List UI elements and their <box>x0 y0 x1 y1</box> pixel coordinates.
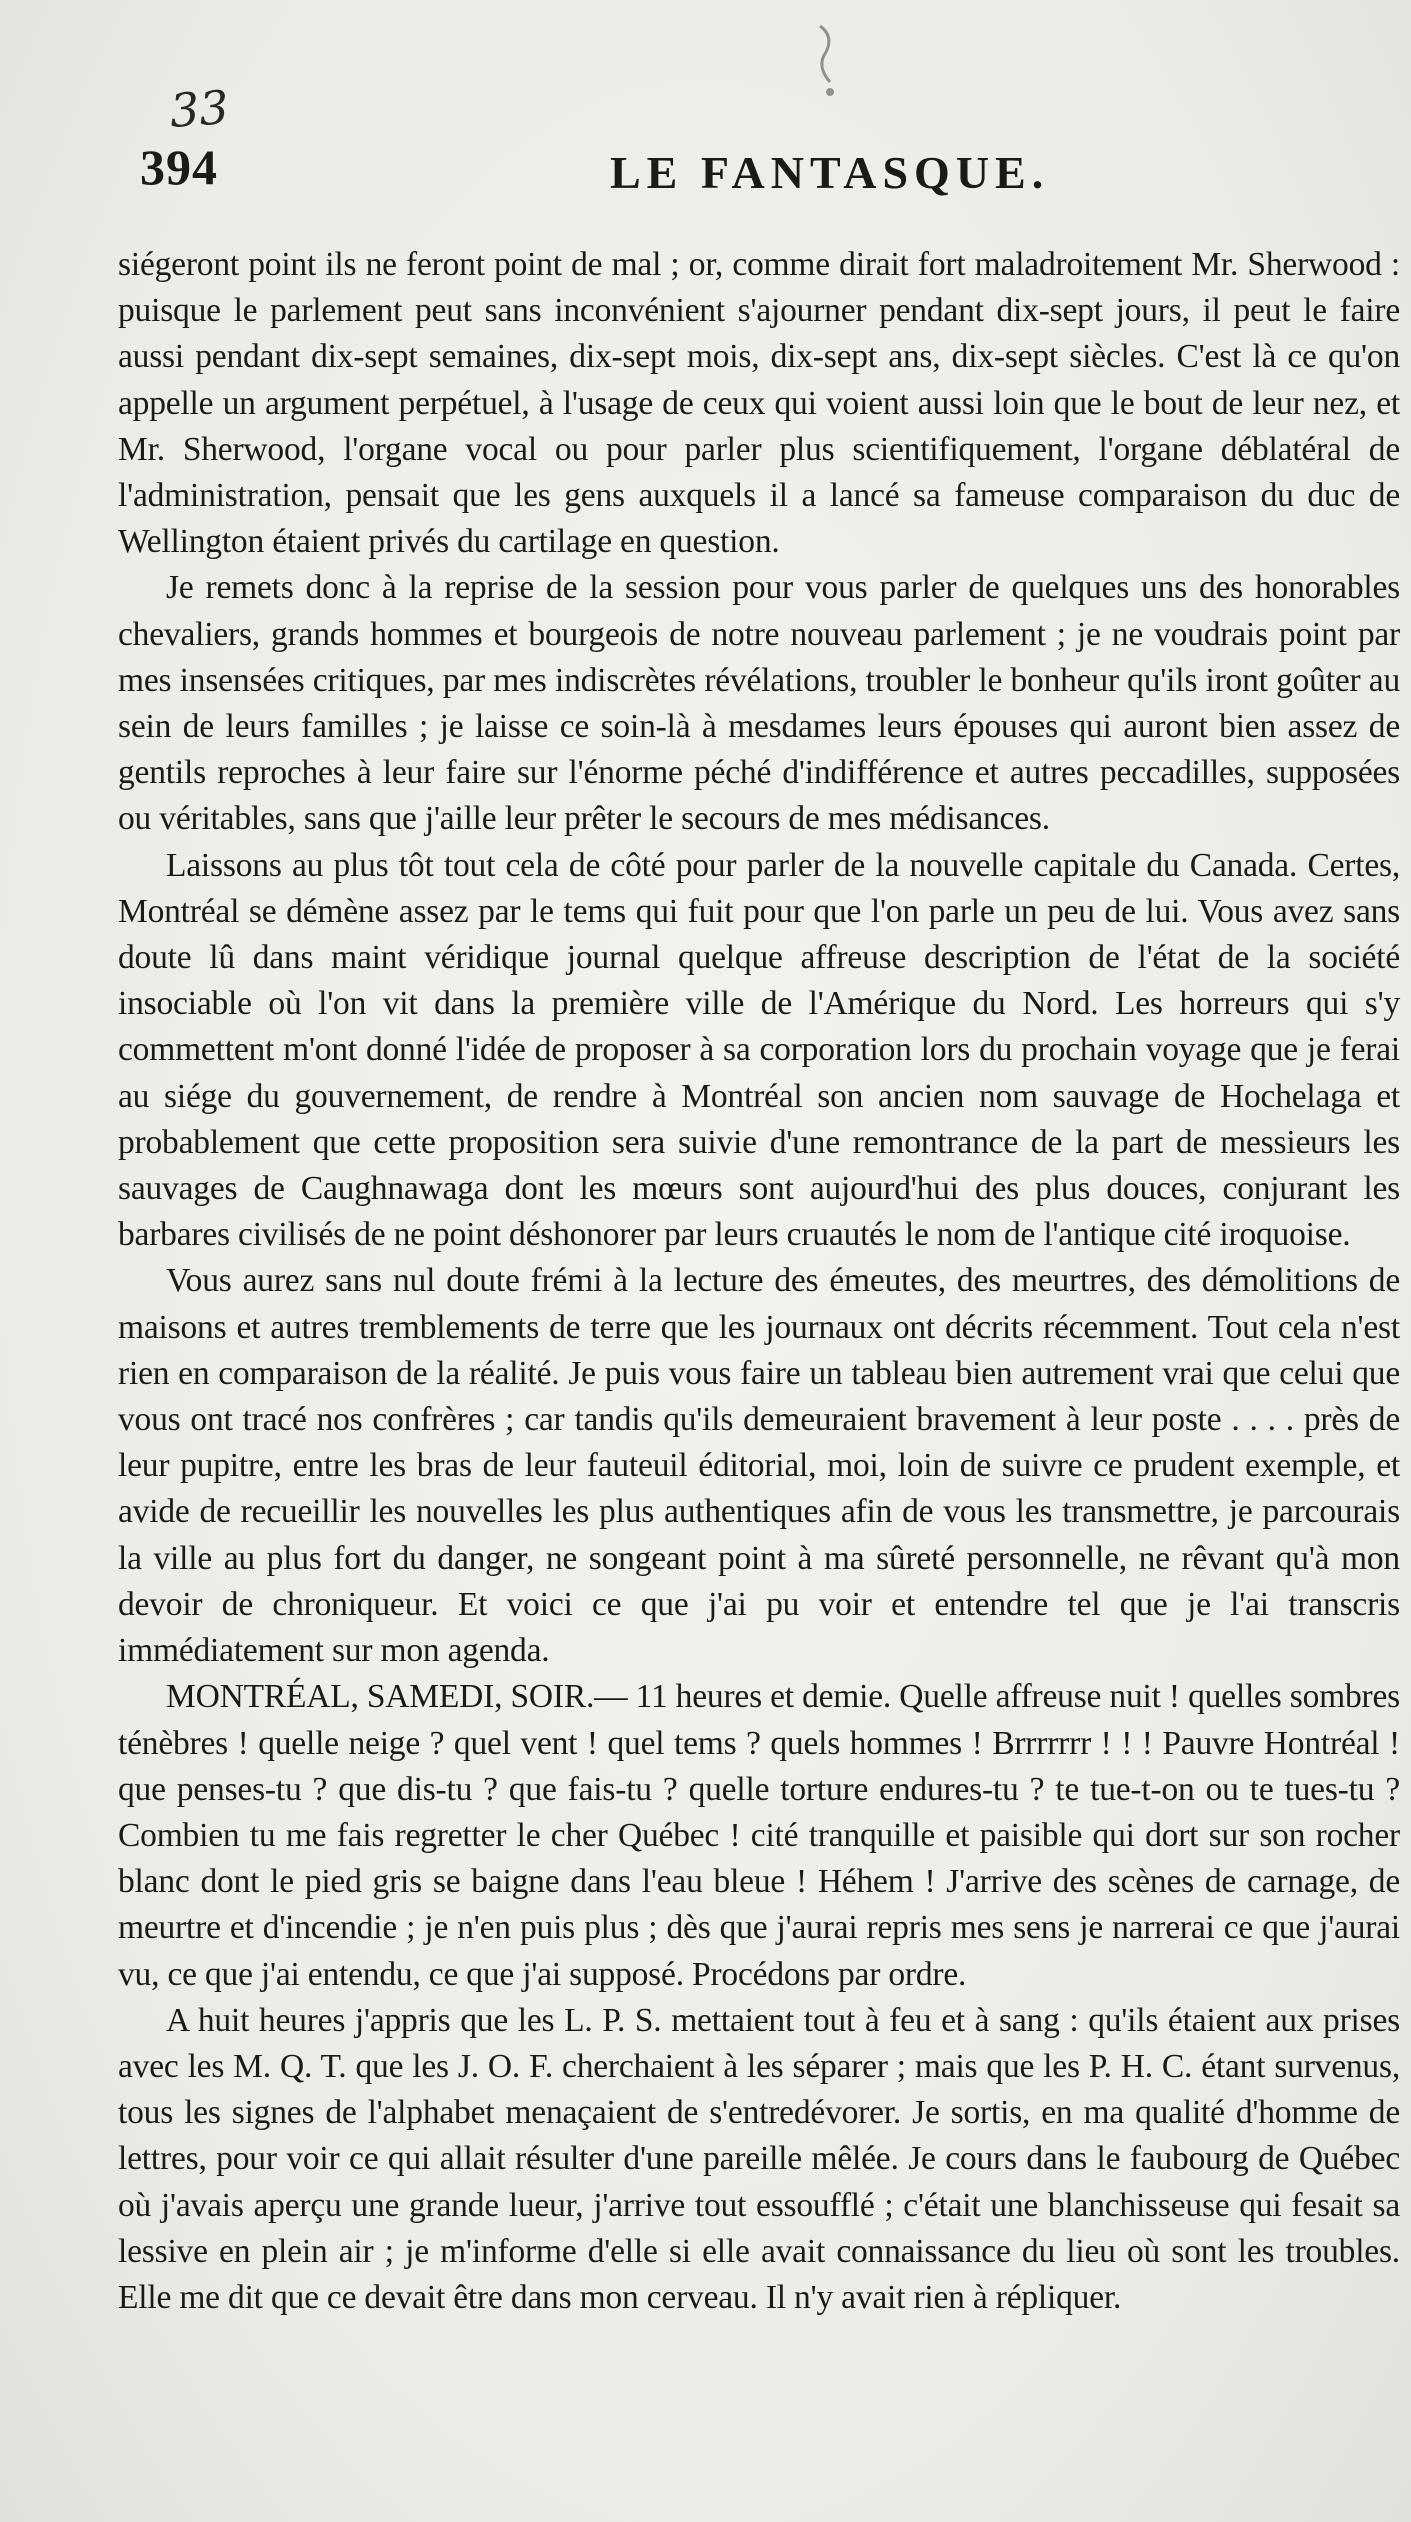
paragraph-4: Vous aurez sans nul doute frémi à la lecture des émeutes, des meurtres, des démolitions de maisons et autres tremblements de terre que les journaux ont décrits récemment. Tout cela n'est rien en comparaison de la réalité. Je puis vous faire un tableau bien autrement vrai que celui que vous ont tracé nos confrères ; car tandis qu'ils demeuraient bravement à leur poste . . . . près de leur pupitre, entre les bras de leur fauteuil éditorial, moi, loin de suivre ce prudent exemple, et avide de recueillir les nouvelles les plus authentiques afin de vous les transmettre, je parcourais la ville au plus fort du danger, ne songeant point à ma sûreté personnelle, ne rêvant qu'à mon devoir de chroniqueur. Et voici ce que j'ai pu voir et entendre tel que je l'ai transcris immédiatement sur mon agenda. <box>118 1262 1400 1670</box>
handwritten-page-number: 33 <box>168 80 231 138</box>
ink-smudge-mark <box>790 18 850 98</box>
article-body <box>118 242 1400 2321</box>
paragraph-3: Laissons au plus tôt tout cela de côté pour parler de la nouvelle capitale du Canada. Certes, Montréal se démène assez par le tems qui fuit pour que l'on parle un peu de lui. Vous avez sans doute lû dans maint véridique journal quelque affreuse description de l'état de la société insociable où l'on vit dans la première ville de l'Amérique du Nord. Les horreurs qui s'y commettent m'ont donné l'idée de proposer à sa corporation lors du prochain voyage que je ferai au siége du gouvernement, de rendre à Montréal son ancien nom sauvage de Hochelaga et probablement que cette proposition sera suivie d'une remontrance de la part de messieurs les sauvages de Caughnawaga dont les mœurs sont aujourd'hui des plus douces, conjurant les barbares civilisés de ne point déshonorer par leurs cruautés le nom de l'antique cité iroquoise. <box>118 846 1400 1254</box>
running-title: LE FANTASQUE. <box>610 147 1050 198</box>
paragraph-6: A huit heures j'appris que les L. P. S. mettaient tout à feu et à sang : qu'ils étaient aux prises avec les M. Q. T. que les J. O. F. cherchaient à les séparer ; mais que les P. H. C. étant survenus, tous les signes de l'alphabet menaçaient de s'entredévorer. Je sortis, en ma qualité d'homme de lettres, pour voir ce qui allait résulter d'une pareille mêlée. Je cours dans le faubourg de Québec où j'avais aperçu une grande lueur, j'arrive tout essoufflé ; c'était une blanchisseuse qui fesait sa lessive en plein air ; je m'informe d'elle si elle avait connaissance du lieu où sont les troubles. Elle me dit que ce devait être dans mon cerveau. Il n'y avait rien à répliquer. <box>118 2001 1400 2316</box>
page-header <box>140 138 1400 208</box>
paragraph-5: MONTRÉAL, SAMEDI, SOIR.— 11 heures et demie. Quelle affreuse nuit ! quelles sombres ténèbres ! quelle neige ? quel vent ! quel tems ? quels hommes ! Brrrrrrr ! ! ! Pauvre Hontréal ! que penses-tu ? que dis-tu ? que fais-tu ? quelle torture endures-tu ? te tue-t-on ou te tues-tu ? Combien tu me fais regretter le cher Québec ! cité tranquille et paisible qui dort sur son rocher blanc dont le pied gris se baigne dans l'eau bleue ! Héhem ! J'arrive des scènes de carnage, de meurtre et d'incendie ; je n'en puis plus ; dès que j'aurai repris mes sens je narrerai ce que j'aurai vu, ce que j'ai entendu, ce que j'ai supposé. Procédons par ordre. <box>118 1678 1400 1993</box>
page-number: 394 <box>140 139 218 195</box>
paragraph-1: siégeront point ils ne feront point de mal ; or, comme dirait fort maladroitement Mr. Sherwood : puisque le parlement peut sans inconvénient s'ajourner pendant dix-sept jours, il peut le faire aussi pendant dix-sept semaines, dix-sept mois, dix-sept ans, dix-sept siècles. C'est là ce qu'on appelle un argument perpétuel, à l'usage de ceux qui voient aussi loin que le bout de leur nez, et Mr. Sherwood, l'organe vocal ou pour parler plus scientifiquement, l'organe déblatéral de l'administration, pensait que les gens auxquels il a lancé sa fameuse comparaison du duc de Wellington étaient privés du cartilage en question. <box>118 246 1400 561</box>
paragraph-2: Je remets donc à la reprise de la session pour vous parler de quelques uns des honorables chevaliers, grands hommes et bourgeois de notre nouveau parlement ; je ne voudrais point par mes insensées critiques, par mes indiscrètes révélations, troubler le bonheur qu'ils iront goûter au sein de leurs familles ; je laisse ce soin-là à mesdames leurs épouses qui auront bien assez de gentils reproches à leur faire sur l'énorme péché d'indifférence et autres peccadilles, supposées ou véritables, sans que j'aille leur prêter le secours de mes médisances. <box>118 569 1400 838</box>
